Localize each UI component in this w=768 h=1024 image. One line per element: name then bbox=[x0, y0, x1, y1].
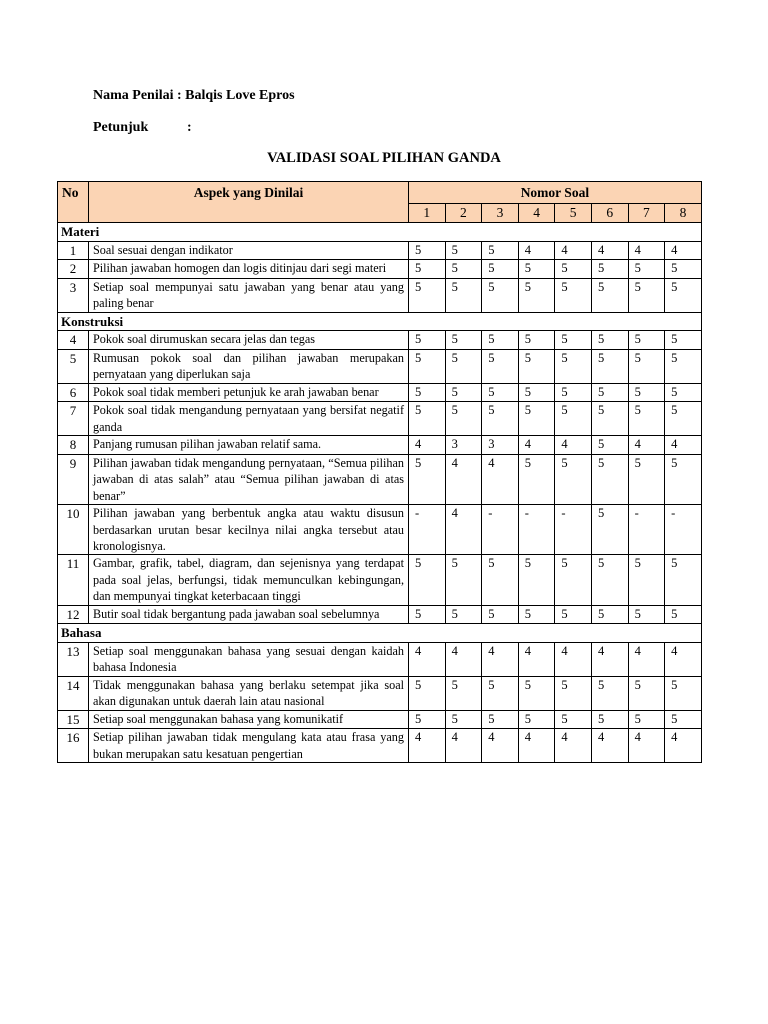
score-cell: 5 bbox=[518, 605, 555, 624]
instructions-text: Petunjuk bbox=[93, 120, 149, 135]
score-cell: 5 bbox=[445, 710, 482, 729]
score-cell: 5 bbox=[409, 260, 446, 279]
score-cell: 5 bbox=[409, 402, 446, 436]
table-row bbox=[58, 505, 702, 555]
aspect-text: Pilihan jawaban homogen dan logis ditinjau dari segi materi bbox=[89, 260, 409, 279]
score-cell: 5 bbox=[482, 260, 519, 279]
score-cell: 4 bbox=[518, 729, 555, 763]
table-header bbox=[58, 182, 702, 223]
score-cell: 5 bbox=[482, 710, 519, 729]
table-row bbox=[58, 260, 702, 279]
table-row bbox=[58, 331, 702, 350]
score-cell: 5 bbox=[482, 331, 519, 350]
table-row bbox=[58, 278, 702, 312]
score-cell: 5 bbox=[628, 605, 665, 624]
score-cell: 5 bbox=[591, 260, 628, 279]
score-cell: 5 bbox=[445, 278, 482, 312]
score-cell: 5 bbox=[665, 278, 702, 312]
section-label: Konstruksi bbox=[58, 312, 702, 331]
score-cell: 5 bbox=[409, 383, 446, 402]
soal-number: 6 bbox=[591, 203, 628, 222]
score-cell: 5 bbox=[555, 260, 592, 279]
score-cell: 5 bbox=[445, 260, 482, 279]
score-cell: 4 bbox=[445, 454, 482, 504]
row-number: 16 bbox=[58, 729, 89, 763]
soal-number: 8 bbox=[665, 203, 702, 222]
score-cell: 4 bbox=[628, 436, 665, 455]
score-cell: 4 bbox=[665, 241, 702, 260]
score-cell: 5 bbox=[628, 278, 665, 312]
score-cell: 4 bbox=[665, 729, 702, 763]
score-cell: 5 bbox=[445, 241, 482, 260]
row-number: 7 bbox=[58, 402, 89, 436]
aspect-text: Setiap pilihan jawaban tidak mengulang kata atau frasa yang bukan merupakan satu kesatuan pengertian bbox=[89, 729, 409, 763]
section-row bbox=[58, 312, 702, 331]
soal-number: 5 bbox=[555, 203, 592, 222]
score-cell: 4 bbox=[591, 642, 628, 676]
score-cell: 5 bbox=[628, 710, 665, 729]
score-cell: 5 bbox=[482, 555, 519, 605]
score-cell: 4 bbox=[628, 642, 665, 676]
score-cell: 5 bbox=[665, 676, 702, 710]
score-cell: 5 bbox=[409, 454, 446, 504]
score-cell: 5 bbox=[409, 555, 446, 605]
score-cell: 5 bbox=[555, 402, 592, 436]
score-cell: 4 bbox=[628, 241, 665, 260]
row-number: 5 bbox=[58, 349, 89, 383]
row-number: 1 bbox=[58, 241, 89, 260]
score-cell: - bbox=[628, 505, 665, 555]
row-number: 14 bbox=[58, 676, 89, 710]
header-aspek: Aspek yang Dinilai bbox=[89, 182, 409, 223]
score-cell: 3 bbox=[482, 436, 519, 455]
score-cell: 5 bbox=[555, 555, 592, 605]
score-cell: 5 bbox=[482, 402, 519, 436]
row-number: 13 bbox=[58, 642, 89, 676]
aspect-text: Rumusan pokok soal dan pilihan jawaban merupakan pernyataan yang diperlukan saja bbox=[89, 349, 409, 383]
soal-number: 2 bbox=[445, 203, 482, 222]
score-cell: 5 bbox=[555, 331, 592, 350]
table-row bbox=[58, 642, 702, 676]
aspect-text: Tidak menggunakan bahasa yang berlaku setempat jika soal akan digunakan untuk daerah lain atau nasional bbox=[89, 676, 409, 710]
score-cell: 5 bbox=[665, 555, 702, 605]
score-cell: 5 bbox=[445, 555, 482, 605]
score-cell: 5 bbox=[591, 383, 628, 402]
score-cell: 5 bbox=[591, 710, 628, 729]
score-cell: 5 bbox=[445, 383, 482, 402]
score-cell: 4 bbox=[518, 241, 555, 260]
score-cell: - bbox=[555, 505, 592, 555]
assessor-name: Nama Penilai : Balqis Love Epros bbox=[93, 88, 295, 103]
score-cell: 5 bbox=[665, 402, 702, 436]
table-row bbox=[58, 605, 702, 624]
header-no: No bbox=[58, 182, 89, 223]
aspect-text: Pokok soal tidak memberi petunjuk ke arah jawaban benar bbox=[89, 383, 409, 402]
score-cell: 4 bbox=[518, 642, 555, 676]
aspect-text: Soal sesuai dengan indikator bbox=[89, 241, 409, 260]
table-row bbox=[58, 676, 702, 710]
score-cell: 5 bbox=[482, 383, 519, 402]
aspect-text: Panjang rumusan pilihan jawaban relatif sama. bbox=[89, 436, 409, 455]
row-number: 6 bbox=[58, 383, 89, 402]
score-cell: 5 bbox=[665, 349, 702, 383]
row-number: 4 bbox=[58, 331, 89, 350]
score-cell: 4 bbox=[628, 729, 665, 763]
score-cell: 4 bbox=[445, 729, 482, 763]
aspect-text: Setiap soal mempunyai satu jawaban yang benar atau yang paling benar bbox=[89, 278, 409, 312]
score-cell: 4 bbox=[591, 729, 628, 763]
score-cell: 5 bbox=[591, 278, 628, 312]
aspect-text: Setiap soal menggunakan bahasa yang komunikatif bbox=[89, 710, 409, 729]
score-cell: 5 bbox=[409, 676, 446, 710]
score-cell: 5 bbox=[409, 605, 446, 624]
score-cell: 5 bbox=[555, 454, 592, 504]
row-number: 10 bbox=[58, 505, 89, 555]
instructions-label bbox=[93, 120, 192, 136]
score-cell: 5 bbox=[409, 710, 446, 729]
table-row bbox=[58, 729, 702, 763]
score-cell: 5 bbox=[518, 710, 555, 729]
section-label: Materi bbox=[58, 223, 702, 242]
score-cell: - bbox=[665, 505, 702, 555]
score-cell: 4 bbox=[409, 729, 446, 763]
soal-number: 1 bbox=[409, 203, 446, 222]
score-cell: 4 bbox=[591, 241, 628, 260]
score-cell: 5 bbox=[518, 383, 555, 402]
row-number: 8 bbox=[58, 436, 89, 455]
aspect-text: Pokok soal tidak mengandung pernyataan yang bersifat negatif ganda bbox=[89, 402, 409, 436]
score-cell: 5 bbox=[518, 676, 555, 710]
score-cell: - bbox=[518, 505, 555, 555]
aspect-text: Butir soal tidak bergantung pada jawaban soal sebelumnya bbox=[89, 605, 409, 624]
aspect-text: Setiap soal menggunakan bahasa yang sesuai dengan kaidah bahasa Indonesia bbox=[89, 642, 409, 676]
score-cell: 5 bbox=[628, 454, 665, 504]
score-cell: 5 bbox=[445, 605, 482, 624]
score-cell: 4 bbox=[555, 436, 592, 455]
score-cell: 5 bbox=[445, 676, 482, 710]
score-cell: 5 bbox=[482, 605, 519, 624]
row-number: 2 bbox=[58, 260, 89, 279]
score-cell: 5 bbox=[445, 402, 482, 436]
score-cell: 5 bbox=[409, 331, 446, 350]
section-row bbox=[58, 624, 702, 643]
aspect-text: Pilihan jawaban yang berbentuk angka atau waktu disusun berdasarkan urutan besar kecilnya nilai angka tersebut atau kronologisnya. bbox=[89, 505, 409, 555]
score-cell: 5 bbox=[628, 260, 665, 279]
score-cell: 5 bbox=[518, 555, 555, 605]
aspect-text: Pilihan jawaban tidak mengandung pernyataan, “Semua pilihan jawaban di atas salah” atau “Semua pilihan jawaban di atas benar” bbox=[89, 454, 409, 504]
table-body bbox=[58, 223, 702, 763]
score-cell: 5 bbox=[555, 278, 592, 312]
soal-number: 7 bbox=[628, 203, 665, 222]
score-cell: 5 bbox=[628, 402, 665, 436]
score-cell: 5 bbox=[482, 278, 519, 312]
aspect-text: Pokok soal dirumuskan secara jelas dan tegas bbox=[89, 331, 409, 350]
score-cell: 5 bbox=[591, 505, 628, 555]
score-cell: 5 bbox=[518, 349, 555, 383]
score-cell: 5 bbox=[628, 331, 665, 350]
score-cell: 5 bbox=[665, 331, 702, 350]
score-cell: 5 bbox=[409, 349, 446, 383]
score-cell: 5 bbox=[518, 331, 555, 350]
score-cell: 5 bbox=[591, 605, 628, 624]
section-label: Bahasa bbox=[58, 624, 702, 643]
score-cell: 5 bbox=[591, 454, 628, 504]
score-cell: 5 bbox=[555, 676, 592, 710]
score-cell: 4 bbox=[555, 241, 592, 260]
score-cell: 5 bbox=[665, 605, 702, 624]
score-cell: 5 bbox=[628, 676, 665, 710]
score-cell: 5 bbox=[445, 331, 482, 350]
score-cell: 5 bbox=[665, 383, 702, 402]
document-title: VALIDASI SOAL PILIHAN GANDA bbox=[267, 150, 501, 166]
score-cell: 4 bbox=[482, 454, 519, 504]
section-row bbox=[58, 223, 702, 242]
score-cell: 4 bbox=[555, 729, 592, 763]
score-cell: 4 bbox=[445, 505, 482, 555]
score-cell: 5 bbox=[409, 241, 446, 260]
score-cell: 4 bbox=[409, 436, 446, 455]
row-number: 3 bbox=[58, 278, 89, 312]
score-cell: 5 bbox=[482, 241, 519, 260]
validation-table bbox=[57, 181, 702, 763]
score-cell: 5 bbox=[518, 402, 555, 436]
score-cell: 5 bbox=[482, 349, 519, 383]
score-cell: 5 bbox=[591, 436, 628, 455]
instructions-colon: : bbox=[187, 120, 192, 135]
score-cell: 5 bbox=[518, 260, 555, 279]
table-row bbox=[58, 555, 702, 605]
table-row bbox=[58, 241, 702, 260]
score-cell: - bbox=[482, 505, 519, 555]
score-cell: 5 bbox=[518, 454, 555, 504]
score-cell: 5 bbox=[628, 555, 665, 605]
row-number: 9 bbox=[58, 454, 89, 504]
score-cell: 4 bbox=[665, 642, 702, 676]
table-row bbox=[58, 710, 702, 729]
soal-number: 4 bbox=[518, 203, 555, 222]
score-cell: 4 bbox=[482, 642, 519, 676]
score-cell: 3 bbox=[445, 436, 482, 455]
score-cell: 5 bbox=[555, 383, 592, 402]
table-row bbox=[58, 349, 702, 383]
score-cell: 4 bbox=[555, 642, 592, 676]
score-cell: 5 bbox=[591, 555, 628, 605]
score-cell: 5 bbox=[665, 710, 702, 729]
row-number: 15 bbox=[58, 710, 89, 729]
score-cell: 5 bbox=[445, 349, 482, 383]
score-cell: 5 bbox=[665, 260, 702, 279]
score-cell: 4 bbox=[518, 436, 555, 455]
score-cell: 5 bbox=[591, 331, 628, 350]
score-cell: 5 bbox=[591, 349, 628, 383]
score-cell: 5 bbox=[628, 383, 665, 402]
table-row bbox=[58, 454, 702, 504]
soal-number: 3 bbox=[482, 203, 519, 222]
score-cell: 4 bbox=[409, 642, 446, 676]
score-cell: 4 bbox=[665, 436, 702, 455]
score-cell: 5 bbox=[555, 349, 592, 383]
row-number: 11 bbox=[58, 555, 89, 605]
table-row bbox=[58, 383, 702, 402]
score-cell: 4 bbox=[482, 729, 519, 763]
score-cell: 5 bbox=[482, 676, 519, 710]
score-cell: 5 bbox=[555, 710, 592, 729]
score-cell: 5 bbox=[628, 349, 665, 383]
score-cell: 5 bbox=[518, 278, 555, 312]
score-cell: 5 bbox=[409, 278, 446, 312]
table-row bbox=[58, 402, 702, 436]
score-cell: 5 bbox=[665, 454, 702, 504]
score-cell: 5 bbox=[591, 402, 628, 436]
aspect-text: Gambar, grafik, tabel, diagram, dan sejenisnya yang terdapat pada soal jelas, berfungsi, tidak memunculkan kebingungan, dan mempunyai tingkat keterbacaan tinggi bbox=[89, 555, 409, 605]
score-cell: 4 bbox=[445, 642, 482, 676]
score-cell: 5 bbox=[555, 605, 592, 624]
score-cell: - bbox=[409, 505, 446, 555]
score-cell: 5 bbox=[591, 676, 628, 710]
header-nomor-soal: Nomor Soal bbox=[409, 182, 702, 204]
table-row bbox=[58, 436, 702, 455]
row-number: 12 bbox=[58, 605, 89, 624]
